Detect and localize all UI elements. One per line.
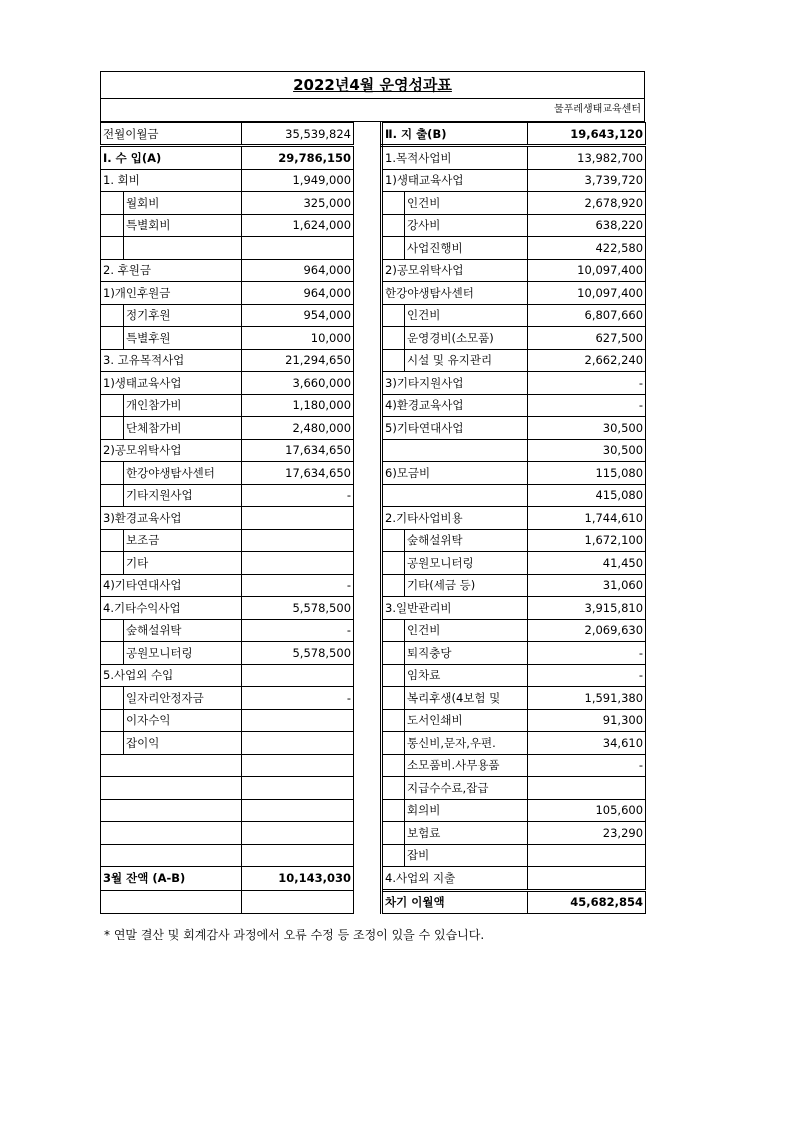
table-row bbox=[101, 192, 646, 215]
column-divider bbox=[354, 709, 382, 732]
expense-amount: - bbox=[528, 372, 646, 395]
expense-sublabel: 시설 및 유지관리 bbox=[405, 349, 528, 372]
expense-sublabel: 공원모니터링 bbox=[405, 552, 528, 575]
income-amount bbox=[242, 799, 354, 822]
table-row bbox=[101, 214, 646, 237]
table-row bbox=[101, 799, 646, 822]
table-row bbox=[101, 146, 646, 170]
income-amount bbox=[242, 844, 354, 867]
indent-cell bbox=[101, 619, 124, 642]
income-sublabel: 특별후원 bbox=[124, 327, 242, 350]
column-divider bbox=[354, 169, 382, 192]
table-row bbox=[101, 867, 646, 891]
column-divider bbox=[354, 552, 382, 575]
income-amount bbox=[242, 237, 354, 260]
table-row bbox=[101, 327, 646, 350]
income-label bbox=[101, 754, 242, 777]
expense-sublabel: 잡비 bbox=[405, 844, 528, 867]
expense-amount: 30,500 bbox=[528, 439, 646, 462]
indent-cell bbox=[382, 709, 405, 732]
income-label bbox=[101, 799, 242, 822]
column-divider bbox=[354, 642, 382, 665]
table-row bbox=[101, 304, 646, 327]
expense-amount: 1,672,100 bbox=[528, 529, 646, 552]
income-label: 3. 고유목적사업 bbox=[101, 349, 242, 372]
column-divider bbox=[354, 844, 382, 867]
indent-cell bbox=[382, 327, 405, 350]
income-sublabel: 기타 bbox=[124, 552, 242, 575]
column-divider bbox=[354, 619, 382, 642]
column-divider bbox=[354, 123, 382, 146]
column-divider bbox=[354, 146, 382, 170]
expense-amount: 3,739,720 bbox=[528, 169, 646, 192]
table-row bbox=[101, 349, 646, 372]
income-amount bbox=[242, 890, 354, 914]
indent-cell bbox=[101, 394, 124, 417]
column-divider bbox=[354, 529, 382, 552]
income-amount: - bbox=[242, 484, 354, 507]
income-amount: 17,634,650 bbox=[242, 462, 354, 485]
expense-amount: 13,982,700 bbox=[528, 146, 646, 170]
income-amount: 10,143,030 bbox=[242, 867, 354, 891]
table-row bbox=[101, 709, 646, 732]
column-divider bbox=[354, 507, 382, 530]
income-sublabel: 공원모니터링 bbox=[124, 642, 242, 665]
income-label bbox=[101, 822, 242, 845]
income-amount: 29,786,150 bbox=[242, 146, 354, 170]
expense-amount: 6,807,660 bbox=[528, 304, 646, 327]
expense-label: 1)생태교육사업 bbox=[382, 169, 528, 192]
indent-cell bbox=[382, 799, 405, 822]
expense-label: 3)기타지원사업 bbox=[382, 372, 528, 395]
expense-label: 차기 이월액 bbox=[382, 890, 528, 914]
income-label: 1. 회비 bbox=[101, 169, 242, 192]
column-divider bbox=[354, 799, 382, 822]
indent-cell bbox=[382, 844, 405, 867]
expense-amount: 34,610 bbox=[528, 732, 646, 755]
income-sublabel: 기타지원사업 bbox=[124, 484, 242, 507]
table-row bbox=[101, 777, 646, 800]
column-divider bbox=[354, 754, 382, 777]
table-row bbox=[101, 372, 646, 395]
expense-amount: 638,220 bbox=[528, 214, 646, 237]
indent-cell bbox=[101, 732, 124, 755]
income-sublabel: 이자수익 bbox=[124, 709, 242, 732]
column-divider bbox=[354, 597, 382, 620]
income-amount bbox=[242, 552, 354, 575]
expense-amount: - bbox=[528, 642, 646, 665]
expense-amount: 115,080 bbox=[528, 462, 646, 485]
expense-amount bbox=[528, 844, 646, 867]
income-amount: 5,578,500 bbox=[242, 642, 354, 665]
income-label bbox=[101, 777, 242, 800]
indent-cell bbox=[382, 529, 405, 552]
expense-sublabel: 숲해설위탁 bbox=[405, 529, 528, 552]
table-row bbox=[101, 664, 646, 687]
table-row bbox=[101, 754, 646, 777]
column-divider bbox=[354, 237, 382, 260]
report-table bbox=[100, 122, 646, 914]
expense-label: 4.사업외 지출 bbox=[382, 867, 528, 891]
expense-amount: 105,600 bbox=[528, 799, 646, 822]
indent-cell bbox=[101, 304, 124, 327]
table-row bbox=[101, 169, 646, 192]
expense-sublabel: 복리후생(4보험 및 bbox=[405, 687, 528, 710]
indent-cell bbox=[382, 237, 405, 260]
column-divider bbox=[354, 259, 382, 282]
report-title: 2022년4월 운영성과표 bbox=[100, 71, 645, 98]
income-amount bbox=[242, 709, 354, 732]
indent-cell bbox=[101, 552, 124, 575]
table-row bbox=[101, 237, 646, 260]
expense-label: 2.기타사업비용 bbox=[382, 507, 528, 530]
expense-amount: 45,682,854 bbox=[528, 890, 646, 914]
table-row bbox=[101, 484, 646, 507]
income-sublabel: 한강야생탐사센터 bbox=[124, 462, 242, 485]
expense-sublabel: 인건비 bbox=[405, 192, 528, 215]
table-row bbox=[101, 417, 646, 440]
expense-amount: 41,450 bbox=[528, 552, 646, 575]
table-row bbox=[101, 822, 646, 845]
expense-sublabel: 임차료 bbox=[405, 664, 528, 687]
income-label: 전월이월금 bbox=[101, 123, 242, 146]
income-amount: 964,000 bbox=[242, 282, 354, 305]
income-amount: 21,294,650 bbox=[242, 349, 354, 372]
income-sublabel: 숲해설위탁 bbox=[124, 619, 242, 642]
expense-label: Ⅱ. 지 출(B) bbox=[382, 123, 528, 146]
income-amount bbox=[242, 754, 354, 777]
expense-amount: 415,080 bbox=[528, 484, 646, 507]
expense-amount: 2,069,630 bbox=[528, 619, 646, 642]
income-amount: 1,949,000 bbox=[242, 169, 354, 192]
expense-sublabel: 인건비 bbox=[405, 619, 528, 642]
expense-sublabel: 통신비,문자,우편. bbox=[405, 732, 528, 755]
table-row bbox=[101, 282, 646, 305]
income-amount bbox=[242, 664, 354, 687]
income-label bbox=[101, 890, 242, 914]
expense-label: 6)모금비 bbox=[382, 462, 528, 485]
income-sublabel: 보조금 bbox=[124, 529, 242, 552]
indent-cell bbox=[382, 664, 405, 687]
column-divider bbox=[354, 732, 382, 755]
expense-label: 5)기타연대사업 bbox=[382, 417, 528, 440]
expense-sublabel: 인건비 bbox=[405, 304, 528, 327]
indent-cell bbox=[382, 687, 405, 710]
expense-amount: 3,915,810 bbox=[528, 597, 646, 620]
column-divider bbox=[354, 417, 382, 440]
indent-cell bbox=[101, 687, 124, 710]
table-row bbox=[101, 619, 646, 642]
table-row bbox=[101, 844, 646, 867]
expense-sublabel: 기타(세금 등) bbox=[405, 574, 528, 597]
income-sublabel: 잡이익 bbox=[124, 732, 242, 755]
income-sublabel: 단체참가비 bbox=[124, 417, 242, 440]
indent-cell bbox=[382, 192, 405, 215]
table-row bbox=[101, 462, 646, 485]
income-amount bbox=[242, 822, 354, 845]
income-amount: - bbox=[242, 687, 354, 710]
expense-amount: 627,500 bbox=[528, 327, 646, 350]
indent-cell bbox=[101, 192, 124, 215]
indent-cell bbox=[101, 484, 124, 507]
expense-amount: 30,500 bbox=[528, 417, 646, 440]
expense-sublabel: 지급수수료,잡급 bbox=[405, 777, 528, 800]
income-label bbox=[101, 844, 242, 867]
indent-cell bbox=[382, 754, 405, 777]
table-row bbox=[101, 890, 646, 914]
footnote: * 연말 결산 및 회계감사 과정에서 오류 수정 등 조정이 있을 수 있습니다. bbox=[104, 928, 485, 942]
income-amount bbox=[242, 777, 354, 800]
income-amount: 17,634,650 bbox=[242, 439, 354, 462]
income-label: 1)생태교육사업 bbox=[101, 372, 242, 395]
expense-amount: 422,580 bbox=[528, 237, 646, 260]
income-label: 3)환경교육사업 bbox=[101, 507, 242, 530]
indent-cell bbox=[101, 237, 124, 260]
indent-cell bbox=[382, 214, 405, 237]
income-label: Ⅰ. 수 입(A) bbox=[101, 146, 242, 170]
table-row bbox=[101, 123, 646, 146]
column-divider bbox=[354, 282, 382, 305]
column-divider bbox=[354, 664, 382, 687]
column-divider bbox=[354, 484, 382, 507]
income-amount: 964,000 bbox=[242, 259, 354, 282]
indent-cell bbox=[101, 327, 124, 350]
expense-amount: - bbox=[528, 664, 646, 687]
column-divider bbox=[354, 890, 382, 914]
table-row bbox=[101, 259, 646, 282]
table-row bbox=[101, 574, 646, 597]
table-row bbox=[101, 687, 646, 710]
column-divider bbox=[354, 372, 382, 395]
indent-cell bbox=[382, 822, 405, 845]
indent-cell bbox=[382, 349, 405, 372]
expense-label bbox=[382, 484, 528, 507]
column-divider bbox=[354, 462, 382, 485]
column-divider bbox=[354, 439, 382, 462]
indent-cell bbox=[101, 462, 124, 485]
income-label: 5.사업외 수입 bbox=[101, 664, 242, 687]
table-row bbox=[101, 642, 646, 665]
column-divider bbox=[354, 574, 382, 597]
expense-amount: 10,097,400 bbox=[528, 282, 646, 305]
indent-cell bbox=[101, 417, 124, 440]
expense-amount bbox=[528, 777, 646, 800]
column-divider bbox=[354, 822, 382, 845]
column-divider bbox=[354, 192, 382, 215]
income-amount: 1,624,000 bbox=[242, 214, 354, 237]
column-divider bbox=[354, 394, 382, 417]
income-amount: 3,660,000 bbox=[242, 372, 354, 395]
indent-cell bbox=[382, 552, 405, 575]
expense-sublabel: 운영경비(소모품) bbox=[405, 327, 528, 350]
income-sublabel: 정기후원 bbox=[124, 304, 242, 327]
table-row bbox=[101, 507, 646, 530]
expense-sublabel: 보험료 bbox=[405, 822, 528, 845]
table-row bbox=[101, 552, 646, 575]
indent-cell bbox=[101, 529, 124, 552]
expense-label: 2)공모위탁사업 bbox=[382, 259, 528, 282]
expense-amount bbox=[528, 867, 646, 891]
table-row bbox=[101, 732, 646, 755]
table-row bbox=[101, 597, 646, 620]
expense-label: 3.일반관리비 bbox=[382, 597, 528, 620]
indent-cell bbox=[101, 709, 124, 732]
expense-sublabel: 도서인쇄비 bbox=[405, 709, 528, 732]
table-row bbox=[101, 394, 646, 417]
indent-cell bbox=[382, 642, 405, 665]
income-amount: 1,180,000 bbox=[242, 394, 354, 417]
organization-name: 물푸레생태교육센터 bbox=[100, 98, 645, 122]
indent-cell bbox=[382, 574, 405, 597]
income-sublabel: 개인참가비 bbox=[124, 394, 242, 417]
expense-amount: 31,060 bbox=[528, 574, 646, 597]
indent-cell bbox=[382, 619, 405, 642]
income-sublabel: 월회비 bbox=[124, 192, 242, 215]
column-divider bbox=[354, 349, 382, 372]
income-amount: - bbox=[242, 574, 354, 597]
expense-sublabel: 사업진행비 bbox=[405, 237, 528, 260]
expense-amount: - bbox=[528, 394, 646, 417]
income-amount: 2,480,000 bbox=[242, 417, 354, 440]
income-amount bbox=[242, 529, 354, 552]
expense-amount: 2,678,920 bbox=[528, 192, 646, 215]
income-label: 2)공모위탁사업 bbox=[101, 439, 242, 462]
expense-amount: 10,097,400 bbox=[528, 259, 646, 282]
income-label: 4)기타연대사업 bbox=[101, 574, 242, 597]
expense-amount: 19,643,120 bbox=[528, 123, 646, 146]
income-label: 4.기타수익사업 bbox=[101, 597, 242, 620]
income-label: 2. 후원금 bbox=[101, 259, 242, 282]
column-divider bbox=[354, 867, 382, 891]
expense-amount: - bbox=[528, 754, 646, 777]
income-amount bbox=[242, 732, 354, 755]
expense-amount: 1,591,380 bbox=[528, 687, 646, 710]
expense-sublabel: 강사비 bbox=[405, 214, 528, 237]
expense-label bbox=[382, 439, 528, 462]
income-amount: 10,000 bbox=[242, 327, 354, 350]
column-divider bbox=[354, 214, 382, 237]
expense-sublabel: 회의비 bbox=[405, 799, 528, 822]
income-amount: - bbox=[242, 619, 354, 642]
expense-label: 1.목적사업비 bbox=[382, 146, 528, 170]
indent-cell bbox=[101, 642, 124, 665]
indent-cell bbox=[101, 214, 124, 237]
table-row bbox=[101, 439, 646, 462]
indent-cell bbox=[382, 304, 405, 327]
income-sublabel bbox=[124, 237, 242, 260]
report-sheet bbox=[100, 71, 645, 914]
column-divider bbox=[354, 777, 382, 800]
income-label: 3월 잔액 (A-B) bbox=[101, 867, 242, 891]
expense-sublabel: 퇴직충당 bbox=[405, 642, 528, 665]
expense-amount: 23,290 bbox=[528, 822, 646, 845]
income-amount: 325,000 bbox=[242, 192, 354, 215]
expense-amount: 1,744,610 bbox=[528, 507, 646, 530]
table-row bbox=[101, 529, 646, 552]
income-sublabel: 특별회비 bbox=[124, 214, 242, 237]
column-divider bbox=[354, 687, 382, 710]
expense-label: 4)환경교육사업 bbox=[382, 394, 528, 417]
expense-sublabel: 소모품비.사무용품 bbox=[405, 754, 528, 777]
income-amount: 5,578,500 bbox=[242, 597, 354, 620]
income-amount: 954,000 bbox=[242, 304, 354, 327]
indent-cell bbox=[382, 777, 405, 800]
expense-amount: 91,300 bbox=[528, 709, 646, 732]
column-divider bbox=[354, 327, 382, 350]
income-label: 1)개인후원금 bbox=[101, 282, 242, 305]
income-sublabel: 일자리안정자금 bbox=[124, 687, 242, 710]
column-divider bbox=[354, 304, 382, 327]
income-amount: 35,539,824 bbox=[242, 123, 354, 146]
income-amount bbox=[242, 507, 354, 530]
expense-amount: 2,662,240 bbox=[528, 349, 646, 372]
expense-label: 한강야생탐사센터 bbox=[382, 282, 528, 305]
indent-cell bbox=[382, 732, 405, 755]
